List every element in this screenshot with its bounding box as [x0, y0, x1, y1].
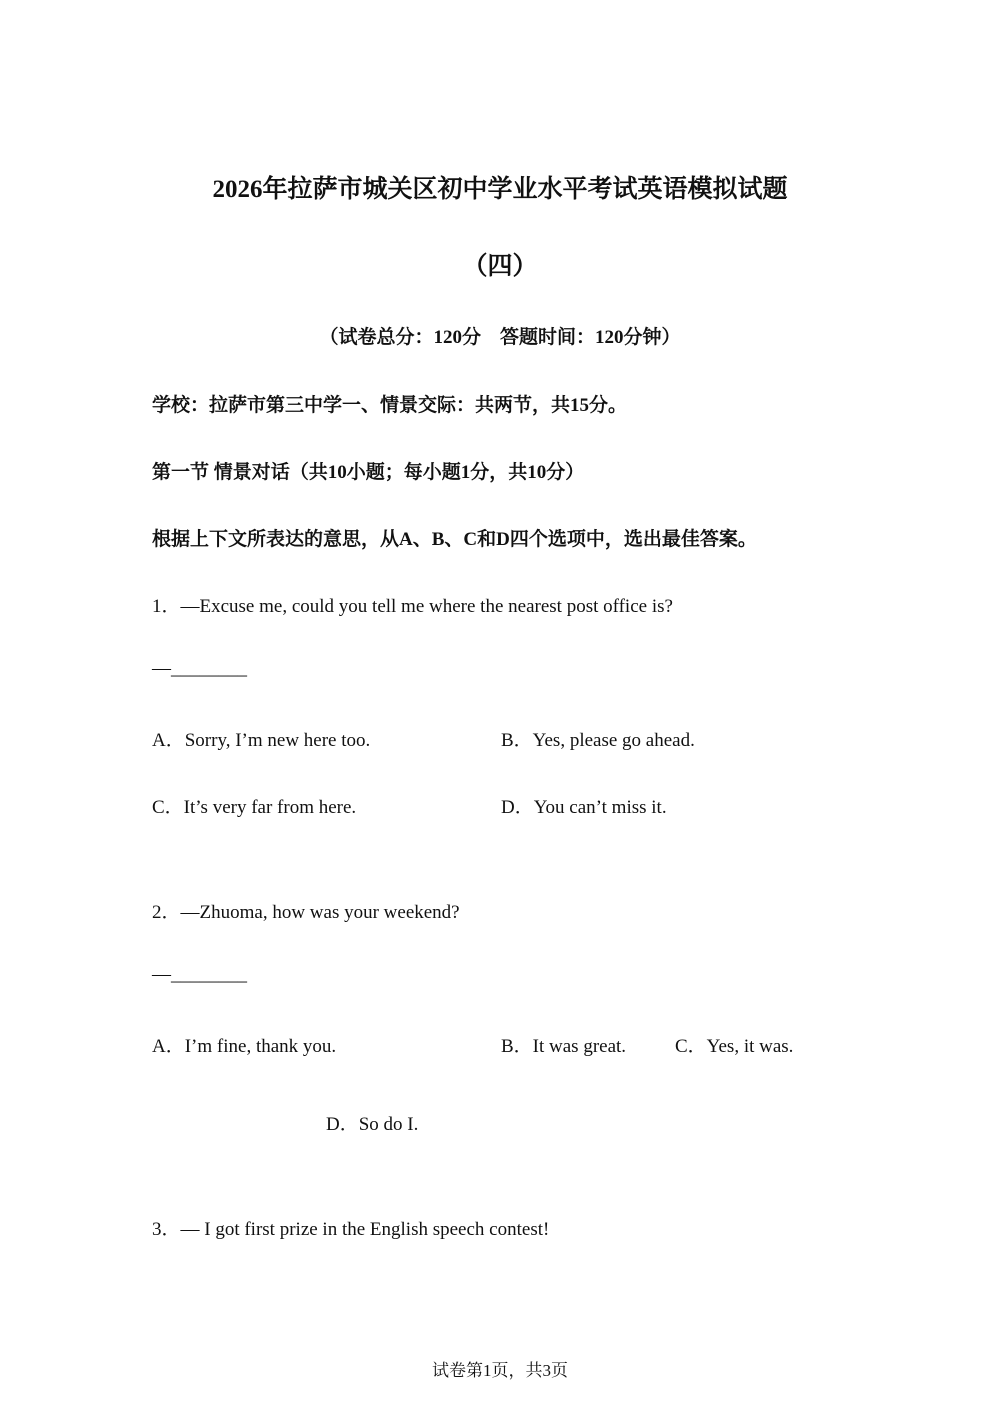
question-1-option-d: D．You can’t miss it.	[501, 797, 667, 818]
question-1-option-a: A．Sorry, I’m new here too.	[152, 730, 371, 751]
question-1-option-c: C．It’s very far from here.	[152, 797, 357, 818]
page-footer: 试卷第1页，共3页	[432, 1361, 568, 1380]
question-1-blank: —________	[152, 658, 247, 679]
exam-info: （试卷总分：120分 答题时间：120分钟）	[319, 327, 681, 348]
question-2-prompt: 2．—Zhuoma, how was your weekend?	[152, 902, 460, 923]
question-1-prompt: 1．—Excuse me, could you tell me where the nearest post office is?	[152, 596, 673, 617]
question-2-option-b: B．It was great.	[501, 1036, 627, 1057]
page-title: 2026年拉萨市城关区初中学业水平考试英语模拟试题	[212, 176, 788, 203]
question-2-option-c: C．Yes, it was.	[675, 1036, 794, 1057]
school-line: 学校：拉萨市第三中学一、情景交际：共两节，共15分。	[152, 395, 628, 416]
title-part: （四）	[462, 253, 538, 280]
question-1-option-b: B．Yes, please go ahead.	[501, 730, 695, 751]
question-2-option-d: D．So do I.	[326, 1114, 419, 1135]
section-heading: 第一节 情景对话（共10小题；每小题1分，共10分）	[152, 462, 585, 483]
section-instruction: 根据上下文所表达的意思，从A、B、C和D四个选项中，选出最佳答案。	[152, 529, 757, 550]
question-2-option-a: A．I’m fine, thank you.	[152, 1036, 337, 1057]
question-3-prompt: 3．— I got first prize in the English speech contest!	[152, 1219, 550, 1240]
question-2-blank: —________	[152, 964, 247, 985]
